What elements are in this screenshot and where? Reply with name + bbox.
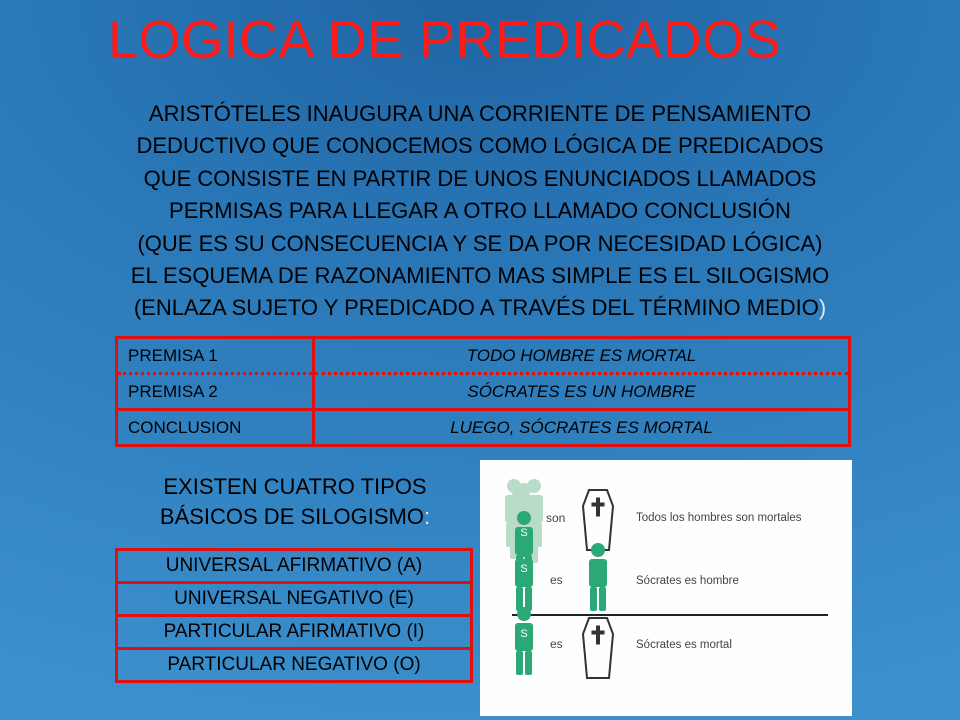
row-label: CONCLUSION <box>117 410 314 446</box>
row-3-caption: Sócrates es mortal <box>636 639 732 651</box>
row-statement: SÓCRATES ES UN HOMBRE <box>314 374 850 410</box>
conclusion-row <box>117 410 850 446</box>
row-3-socrates-icon <box>515 607 533 675</box>
row-statement: LUEGO, SÓCRATES ES MORTAL <box>314 410 850 446</box>
type-universal-affirmative: UNIVERSAL AFIRMATIVO (A) <box>115 548 473 584</box>
premise-1-row <box>117 338 850 374</box>
row-2-caption: Sócrates es hombre <box>636 575 739 587</box>
intro-line: (QUE ES SU CONSECUENCIA Y SE DA POR NECESIDAD LÓGICA) <box>137 230 823 256</box>
row-1-caption: Todos los hombres son mortales <box>636 512 802 524</box>
type-universal-negative: UNIVERSAL NEGATIVO (E) <box>115 581 473 617</box>
types-heading <box>110 472 480 532</box>
types-heading-colon: : <box>423 504 431 529</box>
syllogism-illustration <box>480 460 852 716</box>
types-heading-line <box>110 502 480 532</box>
type-particular-negative: PARTICULAR NEGATIVO (O) <box>115 647 473 683</box>
illustration-svg <box>480 460 852 716</box>
intro-line: QUE CONSISTE EN PARTIR DE UNOS ENUNCIADOS LLAMADOS <box>143 165 817 191</box>
syllogism-types-list <box>115 548 473 683</box>
man-person-icon <box>589 543 607 611</box>
intro-line: EL ESQUEMA DE RAZONAMIENTO MAS SIMPLE ES EL SILOGISMO <box>130 263 830 289</box>
row-1-verb: son <box>546 511 566 525</box>
type-particular-affirmative: PARTICULAR AFIRMATIVO (I) <box>115 614 473 650</box>
slide-title: LOGICA DE PREDICADOS <box>108 10 782 70</box>
types-heading-text: BÁSICOS DE SILOGISMO <box>159 504 424 529</box>
intro-line-last <box>40 292 920 324</box>
intro-closing-paren: ) <box>818 295 827 321</box>
syllogism-table <box>115 336 851 447</box>
intro-paragraph <box>40 98 920 325</box>
row-3-verb: es <box>550 637 563 651</box>
types-heading-line: EXISTEN CUATRO TIPOS <box>163 474 427 499</box>
socrates-person-icon <box>515 607 533 675</box>
row-statement: TODO HOMBRE ES MORTAL <box>314 338 850 374</box>
premise-2-row <box>117 374 850 410</box>
row-label: PREMISA 1 <box>117 338 314 374</box>
intro-line: PERMISAS PARA LLEGAR A OTRO LLAMADO CONCLUSIÓN <box>169 198 791 224</box>
row-label: PREMISA 2 <box>117 374 314 410</box>
coffin-icon <box>583 618 613 678</box>
intro-line-text: (ENLAZA SUJETO Y PREDICADO A TRAVÉS DEL TÉRMINO MEDIO <box>133 295 819 321</box>
figure-letter: S <box>520 628 528 640</box>
coffin-icon <box>583 490 613 550</box>
intro-line: ARISTÓTELES INAUGURA UNA CORRIENTE DE PENSAMIENTO <box>148 101 812 126</box>
figure-letter: S <box>520 563 528 575</box>
figure-letter: S <box>520 527 528 539</box>
intro-line: DEDUCTIVO QUE CONOCEMOS COMO LÓGICA DE PREDICADOS <box>136 133 824 159</box>
row-2-verb: es <box>550 573 563 587</box>
